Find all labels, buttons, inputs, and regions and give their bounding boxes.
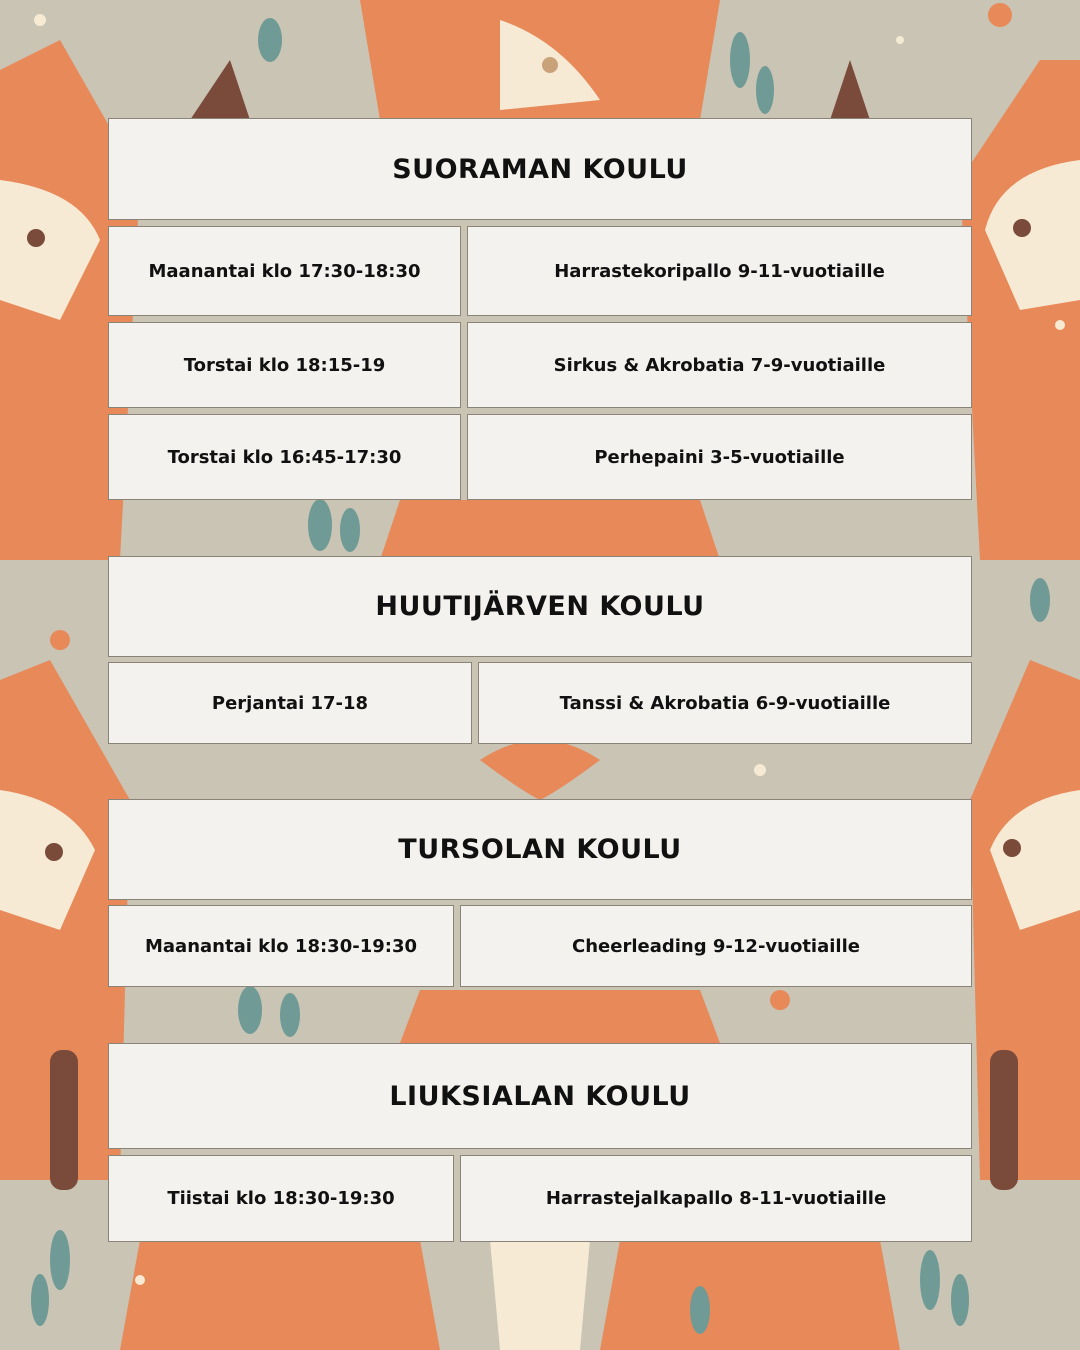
- schedule-activity: Harrastejalkapallo 8-11-vuotiaille: [460, 1155, 972, 1242]
- schedule-time: Torstai klo 18:15-19: [108, 322, 461, 408]
- schedule-time: Maanantai klo 17:30-18:30: [108, 226, 461, 316]
- schedule-activity: Tanssi & Akrobatia 6-9-vuotiaille: [478, 662, 972, 744]
- section-title-liuksialan: LIUKSIALAN KOULU: [108, 1043, 972, 1149]
- schedule-activity: Harrastekoripallo 9-11-vuotiaille: [467, 226, 972, 316]
- schedule-time: Maanantai klo 18:30-19:30: [108, 905, 454, 987]
- schedule-activity: Perhepaini 3-5-vuotiaille: [467, 414, 972, 500]
- section-title-huutijarven: HUUTIJÄRVEN KOULU: [108, 556, 972, 657]
- section-title-suoraman: SUORAMAN KOULU: [108, 118, 972, 220]
- section-title-tursolan: TURSOLAN KOULU: [108, 799, 972, 900]
- schedule-time: Torstai klo 16:45-17:30: [108, 414, 461, 500]
- schedule-time: Perjantai 17-18: [108, 662, 472, 744]
- schedule-activity: Sirkus & Akrobatia 7-9-vuotiaille: [467, 322, 972, 408]
- schedule-activity: Cheerleading 9-12-vuotiaille: [460, 905, 972, 987]
- schedule-time: Tiistai klo 18:30-19:30: [108, 1155, 454, 1242]
